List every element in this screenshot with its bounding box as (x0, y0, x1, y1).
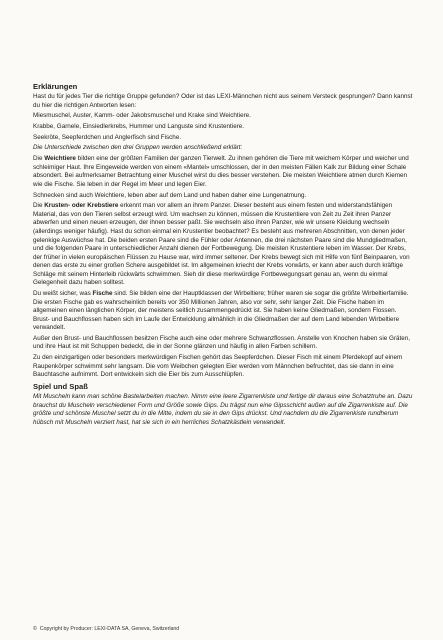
copyright-symbol: © (33, 626, 37, 632)
answer-fische: Seekröte, Seepferdchen und Anglerfisch sind Fische. (33, 133, 182, 141)
schnecken-paragraph: Schnecken sind auch Weichtiere, leben aber auf dem Land und haben daher eine Lungenatmung. (33, 191, 307, 199)
fische-paragraph (33, 290, 413, 333)
weichtiere-text: bilden eine der größten Familien der ganzen Tierwelt. Zu ihnen gehören die Tiere mit weichem Körper und weicher und schleimiger Haut. Ihre Eingeweide werden von einem «Mantel» umschlossen, der in den meisten Fällen Kalk zur Bildung einer Schale absondert. Bei aufmerksamer Betrachtung einer Muschel wirst du dies besser verstehen. Die meisten Weichtiere atmen durch Kiemen wie die Fische. Sie leben in der Regel im Meer und legen Eier. (33, 155, 409, 188)
intro-paragraph: Hast du für jedes Tier die richtige Gruppe gefunden? Oder ist das LEXI-Männchen nicht aus seinem Versteck gesprungen? Dann kannst du hier die richtigen Antworten lesen: (33, 93, 413, 109)
document-body (33, 82, 413, 429)
section-title-erklaerungen: Erklärungen (33, 82, 78, 91)
krebstiere-paragraph (33, 202, 413, 287)
answer-krebstiere: Krabbe, Garnele, Einsiedlerkrebs, Hummer und Languste sind Krustentiere. (33, 123, 245, 131)
copyright-text: Copyright by Producer: LEXI-DATA SA, Geneva, Switzerland (39, 626, 180, 632)
fische-lead: Du weißt sicher, was (33, 289, 93, 297)
fische-text: sind. Sie bilden eine der Hauptklassen der Wirbeltiere; früher waren sie sogar die größte Wirbeltierfamilie. Die ersten Fische gab es wahrscheinlich bereits vor 350 Millionen Jahren, also vor sehr, sehr langer Zeit. Die Fische haben im allgemeinen einen länglichen Körper, der meistens seitlich zusammengedrückt ist. Sie haben keine Gliedmaßen, sondern Flossen. Brust- und Bauchflossen haben sich im Laufe der Entwicklung allmählich in die Gliedmaßen der auf dem Land lebenden Wirbeltiere verwandelt. (33, 289, 409, 332)
spiel-paragraph: Mit Muscheln kann man schöne Bastelarbeiten machen. Nimm eine leere Zigarrenkiste und fertige dir daraus eine Schatztruhe an. Dazu brauchst du Muscheln verschiedener Form und Größe sowie Gips. Du trägst nun eine Gipsschicht außen auf die Zigarrenkiste auf. Die größte und schönste Muschel setzt du in die Mitte, indem du sie in den Gips drückst. Und nachdem du die Zigarrenkiste rundherum hübsch mit Muscheln verziert hast, hat sie sich in ein herrliches Schatzkästlein verwandelt. (33, 393, 413, 426)
krebstiere-lead: Die (33, 202, 45, 210)
weichtiere-paragraph (33, 155, 413, 189)
weichtiere-lead: Die (33, 155, 45, 163)
flossen-paragraph: Außer den Brust- und Bauchflossen besitzen Fische auch eine oder mehrere Schwanzflossen. Anstelle von Knochen haben sie Gräten, und ihre Haut ist mit Schuppen bedeckt, die in der Sonne glänzen und häufig in allen Farben schillern. (33, 334, 410, 351)
copyright-footer (33, 626, 179, 633)
krebstiere-text: erkennt man vor allem an ihrem Panzer. Dieser besteht aus einem festen und widerstandsfähigen Material, das von den Tieren selbst erzeugt wird. Um wachsen zu können, müssen die Krustentiere von Zeit zu Zeit ihren Panzer abwerfen und einen neuen erzeugen, der ihnen besser paßt. Sie wechseln also ihren Panzer, wie wir unsere Kleidung wechseln (allerdings weniger häufig). Hast du schon einmal ein Krustentier beobachtet? Es besteht aus mehreren Abschnitten, von denen jeder gelenkige Auswüchse hat. Die beiden ersten Paare sind die Fühler oder Antennen, die drei nächsten Paare sind die Mundgliedmaßen, und die folgenden Paare in unterschiedlicher Anzahl dienen der Fortbewegung. Die meisten Krustentiere leben im Wasser. Der Krebs, der früher in vielen europäischen Flüssen zu Hause war, wird immer seltener. Der Krebs bewegt sich mit Hilfe von fünf Beinpaaren, von denen das erste zu einer großen Schere ausgebildet ist. Im allgemeinen kriecht der Krebs vorwärts, er kann aber auch durch kräftige Schläge mit seinem Hinterleib rückwärts schwimmen. Sieh dir diese merkwürdige Fortbewegungsart genau an, wenn du einmal Gelegenheit dazu haben solltest. (33, 202, 410, 287)
krebstiere-term: Krusten- oder Krebstiere (44, 202, 119, 210)
weichtiere-term: Weichtiere (44, 155, 76, 163)
section-title-spiel-und-spass: Spiel und Spaß (33, 382, 88, 392)
differences-intro: Die Unterschiede zwischen den drei Gruppen werden anschließend erklärt: (33, 144, 243, 152)
answer-weichtiere: Miesmuschel, Auster, Kamm- oder Jakobsmuschel und Krake sind Weichtiere. (33, 112, 251, 120)
fische-term: Fische (92, 289, 113, 297)
seepferdchen-paragraph: Zu den einzigartigen oder besonders merkwürdigen Fischen gehört das Seepferdchen. Dieser Fisch mit einem Pferdekopf auf einem Raupenkörper schwimmt sehr langsam. Die vom Weibchen gelegten Eier werden vom Männchen befruchtet, das sie dann in eine Bauchtasche aufnimmt. Dort entwickeln sich die Eier bis zum Ausschlüpfen. (33, 354, 403, 379)
